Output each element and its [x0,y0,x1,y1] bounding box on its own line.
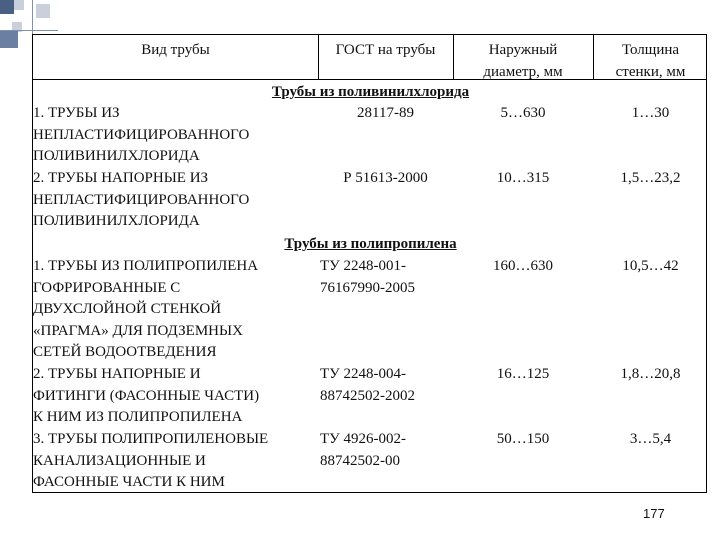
corner-square-dark [0,0,14,14]
row-gost: Р 51613-2000 [343,170,428,186]
corner-square-mid [0,30,18,48]
section-title-pvc: Трубы из поливинилхлорида [271,84,470,100]
pipe-table [32,34,707,493]
row-thickness: 1…30 [631,105,670,121]
row-diameter: 50…150 [496,431,550,447]
row-thickness: 1,8…20,8 [620,366,681,382]
row-thickness: 3…5,4 [629,431,672,447]
row-thickness: 10,5…42 [622,258,679,274]
row-pipe-type: 2. ТРУБЫ НАПОРНЫЕ И ФИТИНГИ (ФАСОННЫЕ ЧАСТИ) К НИМ ИЗ ПОЛИПРОПИЛЕНА [33,366,260,425]
row-diameter: 16…125 [496,366,550,382]
row-pipe-type: 3. ТРУБЫ ПОЛИПРОПИЛЕНОВЫЕ КАНАЛИЗАЦИОННЫЕ И ФАСОННЫЕ ЧАСТИ К НИМ [33,431,269,490]
header-gost: ГОСТ на трубы [335,42,436,58]
row-diameter: 10…315 [496,170,550,186]
row-diameter: 5…630 [500,105,546,121]
row-pipe-type: 2. ТРУБЫ НАПОРНЫЕ ИЗ НЕПЛАСТИФИЦИРОВАННОГО ПОЛИВИНИЛХЛОРИДА [33,170,250,229]
row-diameter: 160…630 [493,258,553,274]
row-pipe-type: 1. ТРУБЫ ИЗ ПОЛИПРОПИЛЕНА ГОФРИРОВАННЫЕ С ДВУХСЛОЙНОЙ СТЕНКОЙ «ПРАГМА» ДЛЯ ПОДЗЕМНЫХ СЕТЕЙ ВОДООТВЕДЕНИЯ [33,258,259,360]
corner-square-light [14,0,24,10]
header-thickness: Толщина стенки, мм [615,42,686,80]
row-gost: 28117-89 [357,105,414,121]
row-gost: ТУ 2248-004- 88742502-2002 [320,366,415,404]
row-thickness: 1,5…23,2 [620,170,681,186]
row-pipe-type: 1. ТРУБЫ ИЗ НЕПЛАСТИФИЦИРОВАННОГО ПОЛИВИНИЛХЛОРИДА [33,105,250,164]
row-gost: ТУ 2248-001- 76167990-2005 [320,258,415,296]
section-title-polypropylene: Трубы из полипропилена [284,236,457,252]
row-gost: ТУ 4926-002- 88742502-00 [320,431,407,469]
header-pipe-type: Вид трубы [141,42,210,58]
page-number: 177 [643,506,665,521]
corner-horizontal-line [0,30,58,31]
header-diameter: Наружный диаметр, мм [483,42,563,80]
corner-square-light [36,4,50,18]
